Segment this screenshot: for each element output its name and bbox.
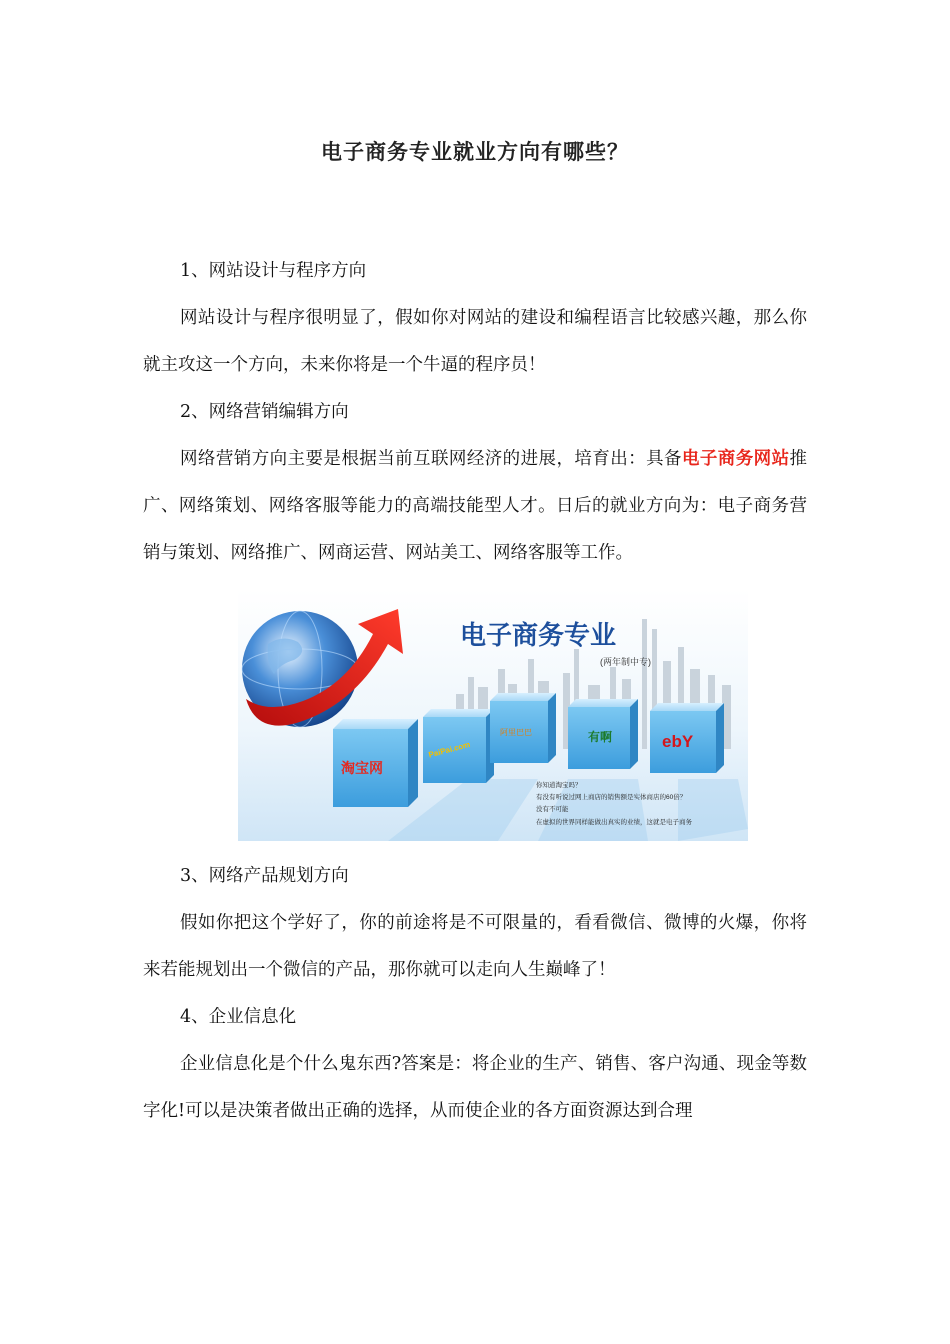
banner-caption: 有没有听说过网上商店的销售额是实体商店的60倍？ bbox=[536, 794, 687, 801]
cube-label: 有啊 bbox=[588, 730, 613, 744]
section-heading-4: 4、企业信息化 bbox=[180, 1007, 297, 1027]
section-paragraph-3: 假如你把这个学好了，你的前途将是不可限量的，看看微信、微博的火爆，你将来若能规划出一个微信的产品，那你就可以走向人生巅峰了！ bbox=[143, 913, 807, 980]
ecommerce-banner-image bbox=[238, 589, 748, 841]
section-paragraph-2 bbox=[143, 436, 807, 577]
page-title: 电子商务专业就业方向有哪些？ bbox=[321, 139, 629, 164]
cube-taobao bbox=[333, 719, 418, 807]
banner-caption: 你知道淘宝吗？ bbox=[536, 782, 582, 789]
cube-youa bbox=[568, 699, 638, 769]
cube-paipai bbox=[423, 709, 494, 783]
cube-ebay bbox=[650, 703, 724, 773]
section-heading-2: 2、网络营销编辑方向 bbox=[180, 402, 349, 422]
article-body bbox=[143, 248, 807, 1135]
cube-label: PaiPai.com bbox=[427, 739, 472, 760]
cube-label: ebY bbox=[662, 732, 694, 751]
cube-label: 淘宝网 bbox=[341, 760, 383, 776]
paragraph-text: 推广、网络策划、网络客服等能力的高端技能型人才。日后的就业方向为：电子商务营销与策划、网络推广、网商运营、网站美工、网络客服等工作。 bbox=[143, 449, 808, 563]
highlight-link[interactable]: 电子商务网站 bbox=[681, 449, 790, 469]
banner-subtitle: (两年制中专) bbox=[600, 657, 651, 667]
section-heading-3: 3、网络产品规划方向 bbox=[180, 866, 349, 886]
section-paragraph-1: 网站设计与程序很明显了，假如你对网站的建设和编程语言比较感兴趣，那么你就主攻这一个方向，未来你将是一个牛逼的程序员！ bbox=[143, 308, 807, 375]
banner-container bbox=[143, 589, 807, 841]
section-paragraph-4: 企业信息化是个什么鬼东西?答案是：将企业的生产、销售、客户沟通、现金等数字化!可以是决策者做出正确的选择，从而使企业的各方面资源达到合理 bbox=[143, 1054, 807, 1121]
section-heading-1: 1、网站设计与程序方向 bbox=[180, 261, 367, 281]
paragraph-text: 网络营销方向主要是根据当前互联网经济的进展，培育出：具备 bbox=[180, 449, 682, 469]
cube-label: 阿里巴巴 bbox=[500, 728, 532, 737]
banner-caption: 没有不可能 bbox=[536, 806, 569, 813]
banner-caption: 在虚拟的世界同样能做出真实的业绩，这就是电子商务 bbox=[536, 819, 692, 826]
banner-title: 电子商务专业 bbox=[460, 620, 617, 650]
cube-alibaba bbox=[490, 693, 556, 763]
